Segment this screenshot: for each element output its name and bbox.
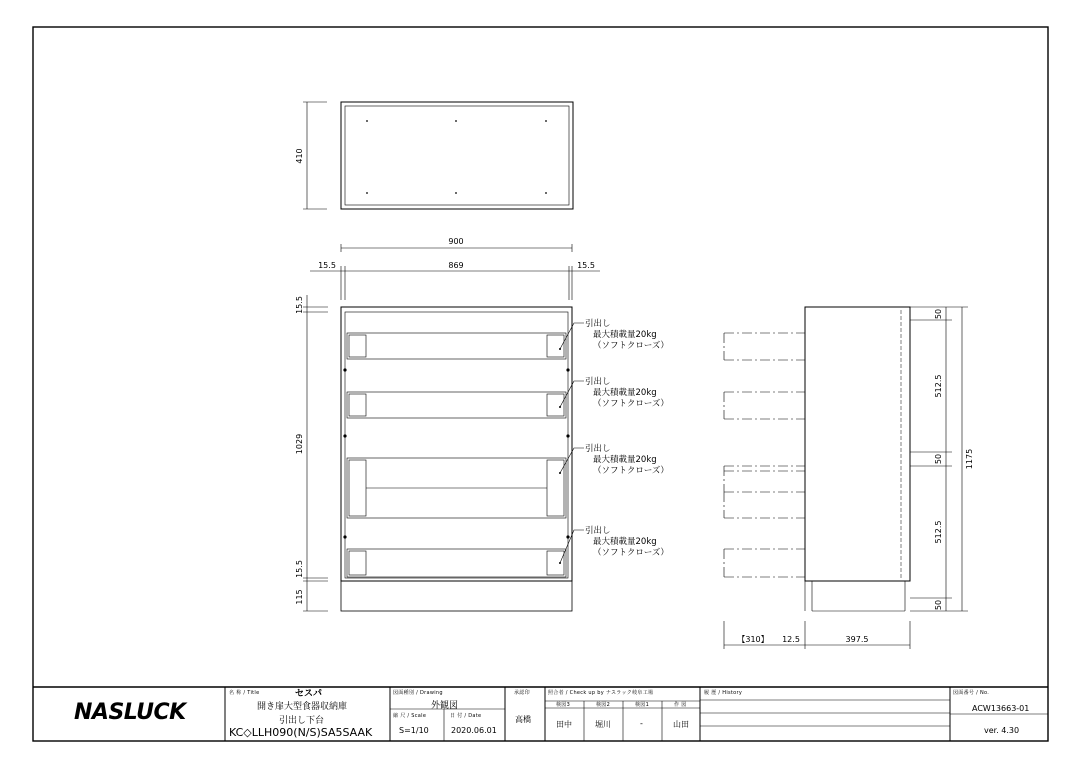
dim-side-drawer1: 512.5 [934, 374, 943, 398]
check-col-4: 作 図 [674, 702, 687, 708]
drawing-type-label: 図面種別 / Drawing [393, 690, 443, 696]
callout-4-line3: （ソフトクローズ） [593, 548, 669, 558]
drawer-callout-4 [585, 525, 669, 558]
callout-1-line3: （ソフトクローズ） [593, 341, 669, 351]
dim-top-depth: 410 [295, 148, 304, 164]
drawing-version: ver. 4.30 [984, 726, 1020, 735]
dim-side-bottom: 50 [934, 599, 943, 611]
approver-name: 高橋 [515, 715, 531, 724]
dim-overall-width: 900 [448, 237, 464, 246]
scale-value: S=1/10 [399, 726, 429, 735]
front-view [341, 307, 584, 611]
front-vertical-dims [303, 295, 328, 611]
callout-1-line1: 引出し [585, 319, 611, 329]
callout-2-line2: 最大積載量20kg [593, 388, 657, 398]
drawer-callout-2 [585, 376, 669, 409]
checker-1: 田中 [556, 720, 572, 729]
dim-top-panel: 15.5 [295, 296, 304, 314]
product-model: KC◇LLH090(N/S)SA5SAAK [229, 726, 373, 739]
check-col-3: 検図1 [635, 702, 650, 708]
product-name-2: 引出し下台 [279, 716, 325, 726]
check-label: 照合者 / Check up by ナスラック岐阜工場 [548, 690, 654, 696]
dim-side-top: 50 [934, 308, 943, 320]
checker-3: - [640, 719, 643, 728]
drawer-callout-3 [585, 443, 669, 476]
callout-2-line3: （ソフトクローズ） [593, 399, 669, 409]
title-label: 名 称 / Title [229, 690, 260, 696]
top-view [303, 102, 573, 209]
date-value: 2020.06.01 [451, 726, 497, 735]
drawing-type: 外観図 [431, 701, 459, 711]
product-name-1: 開き扉大型食器収納庫 [257, 702, 348, 712]
dim-side-total: 1175 [965, 448, 974, 470]
callout-1-line2: 最大積載量20kg [593, 330, 657, 340]
callout-3-line3: （ソフトクローズ） [593, 466, 669, 476]
approval-label: 承認印 [514, 690, 530, 696]
history-label: 履 歴 / History [704, 690, 743, 696]
check-col-1: 検図3 [556, 702, 571, 708]
drawer-callout-1 [585, 318, 669, 351]
front-horizontal-dims [310, 244, 600, 300]
dim-right-side: 15.5 [577, 261, 595, 270]
drawing-number-label: 図面番号 / No. [953, 690, 990, 696]
scale-label: 縮 尺 / Scale [393, 713, 427, 719]
dim-inner-height: 1029 [295, 433, 304, 455]
dim-bottom-panel: 15.5 [295, 560, 304, 578]
drawing-number: ACW13663-01 [972, 704, 1030, 713]
side-view [724, 307, 910, 611]
dim-depth-bracket: 【310】 [737, 635, 769, 644]
dim-depth-gap: 12.5 [782, 635, 800, 644]
drawing-frame [33, 27, 1048, 741]
callout-2-line1: 引出し [585, 377, 611, 387]
dim-plinth: 115 [295, 589, 304, 605]
dim-left-side: 15.5 [318, 261, 336, 270]
date-label: 日 付 / Date [450, 713, 482, 719]
callout-3-line1: 引出し [585, 444, 611, 454]
callout-3-line2: 最大積載量20kg [593, 455, 657, 465]
dim-depth-body: 397.5 [845, 635, 869, 644]
dim-side-drawer2: 512.5 [934, 520, 943, 544]
checker-4: 山田 [673, 720, 689, 729]
callout-4-line2: 最大積載量20kg [593, 537, 657, 547]
callout-4-line1: 引出し [585, 526, 611, 536]
checker-2: 堀川 [595, 720, 611, 729]
company-logo: NASLUCK [74, 700, 186, 725]
product-series: セスパ [295, 689, 323, 699]
dim-side-mid: 50 [934, 453, 943, 465]
dim-inner-width: 869 [448, 261, 464, 270]
check-col-2: 検図2 [596, 702, 611, 708]
